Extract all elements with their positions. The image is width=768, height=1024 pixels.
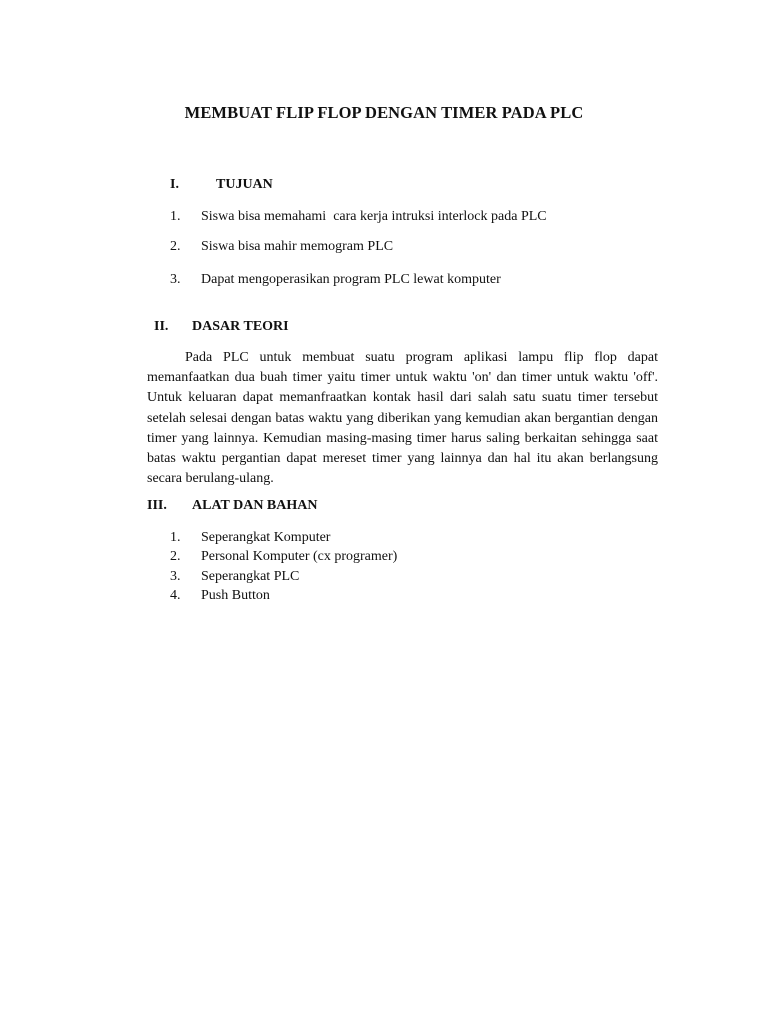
list-item-text: Siswa bisa mahir memogram PLC — [201, 239, 394, 254]
list-item-text: Siswa bisa memahami cara kerja intruksi interlock pada PLC — [201, 209, 547, 224]
list-item-number: 4. — [170, 588, 181, 603]
section-heading: ALAT DAN BAHAN — [192, 498, 318, 513]
list-item-text: Seperangkat PLC — [201, 569, 300, 584]
list-item-text: Personal Komputer (cx programer) — [201, 549, 398, 564]
section-numeral: II. — [154, 319, 169, 334]
section-numeral: I. — [170, 177, 179, 192]
list-item-text: Push Button — [201, 588, 270, 603]
list-item-number: 2. — [170, 549, 181, 564]
section-heading: TUJUAN — [216, 177, 273, 192]
document-title: MEMBUAT FLIP FLOP DENGAN TIMER PADA PLC — [184, 103, 584, 122]
section-heading: DASAR TEORI — [192, 319, 289, 334]
list-item-number: 3. — [170, 272, 181, 287]
list-item-text: Dapat mengoperasikan program PLC lewat komputer — [201, 272, 501, 287]
list-item-number: 2. — [170, 239, 181, 254]
list-item-number: 1. — [170, 530, 181, 545]
list-item-text: Seperangkat Komputer — [201, 530, 331, 545]
section-numeral: III. — [147, 498, 167, 513]
body-paragraph: Pada PLC untuk membuat suatu program aplikasi lampu flip flop dapat memanfaatkan dua buah timer yaitu timer untuk waktu 'on' dan timer untuk waktu 'off'. Untuk keluaran dapat memanfraatkan kontak hasil dari salah satu suatu timer tersebut setelah selesai dengan batas waktu yang diberikan yang kemudian akan bergantian dengan timer yang lainnya. Kemudian masing-masing timer harus saling berkaitan sehingga saat batas waktu pergantian dapat mereset timer yang lainnya dan hal itu akan berlangsung secara berulang-ulang. — [147, 350, 658, 487]
list-item-number: 3. — [170, 569, 181, 584]
list-item-number: 1. — [170, 209, 181, 224]
